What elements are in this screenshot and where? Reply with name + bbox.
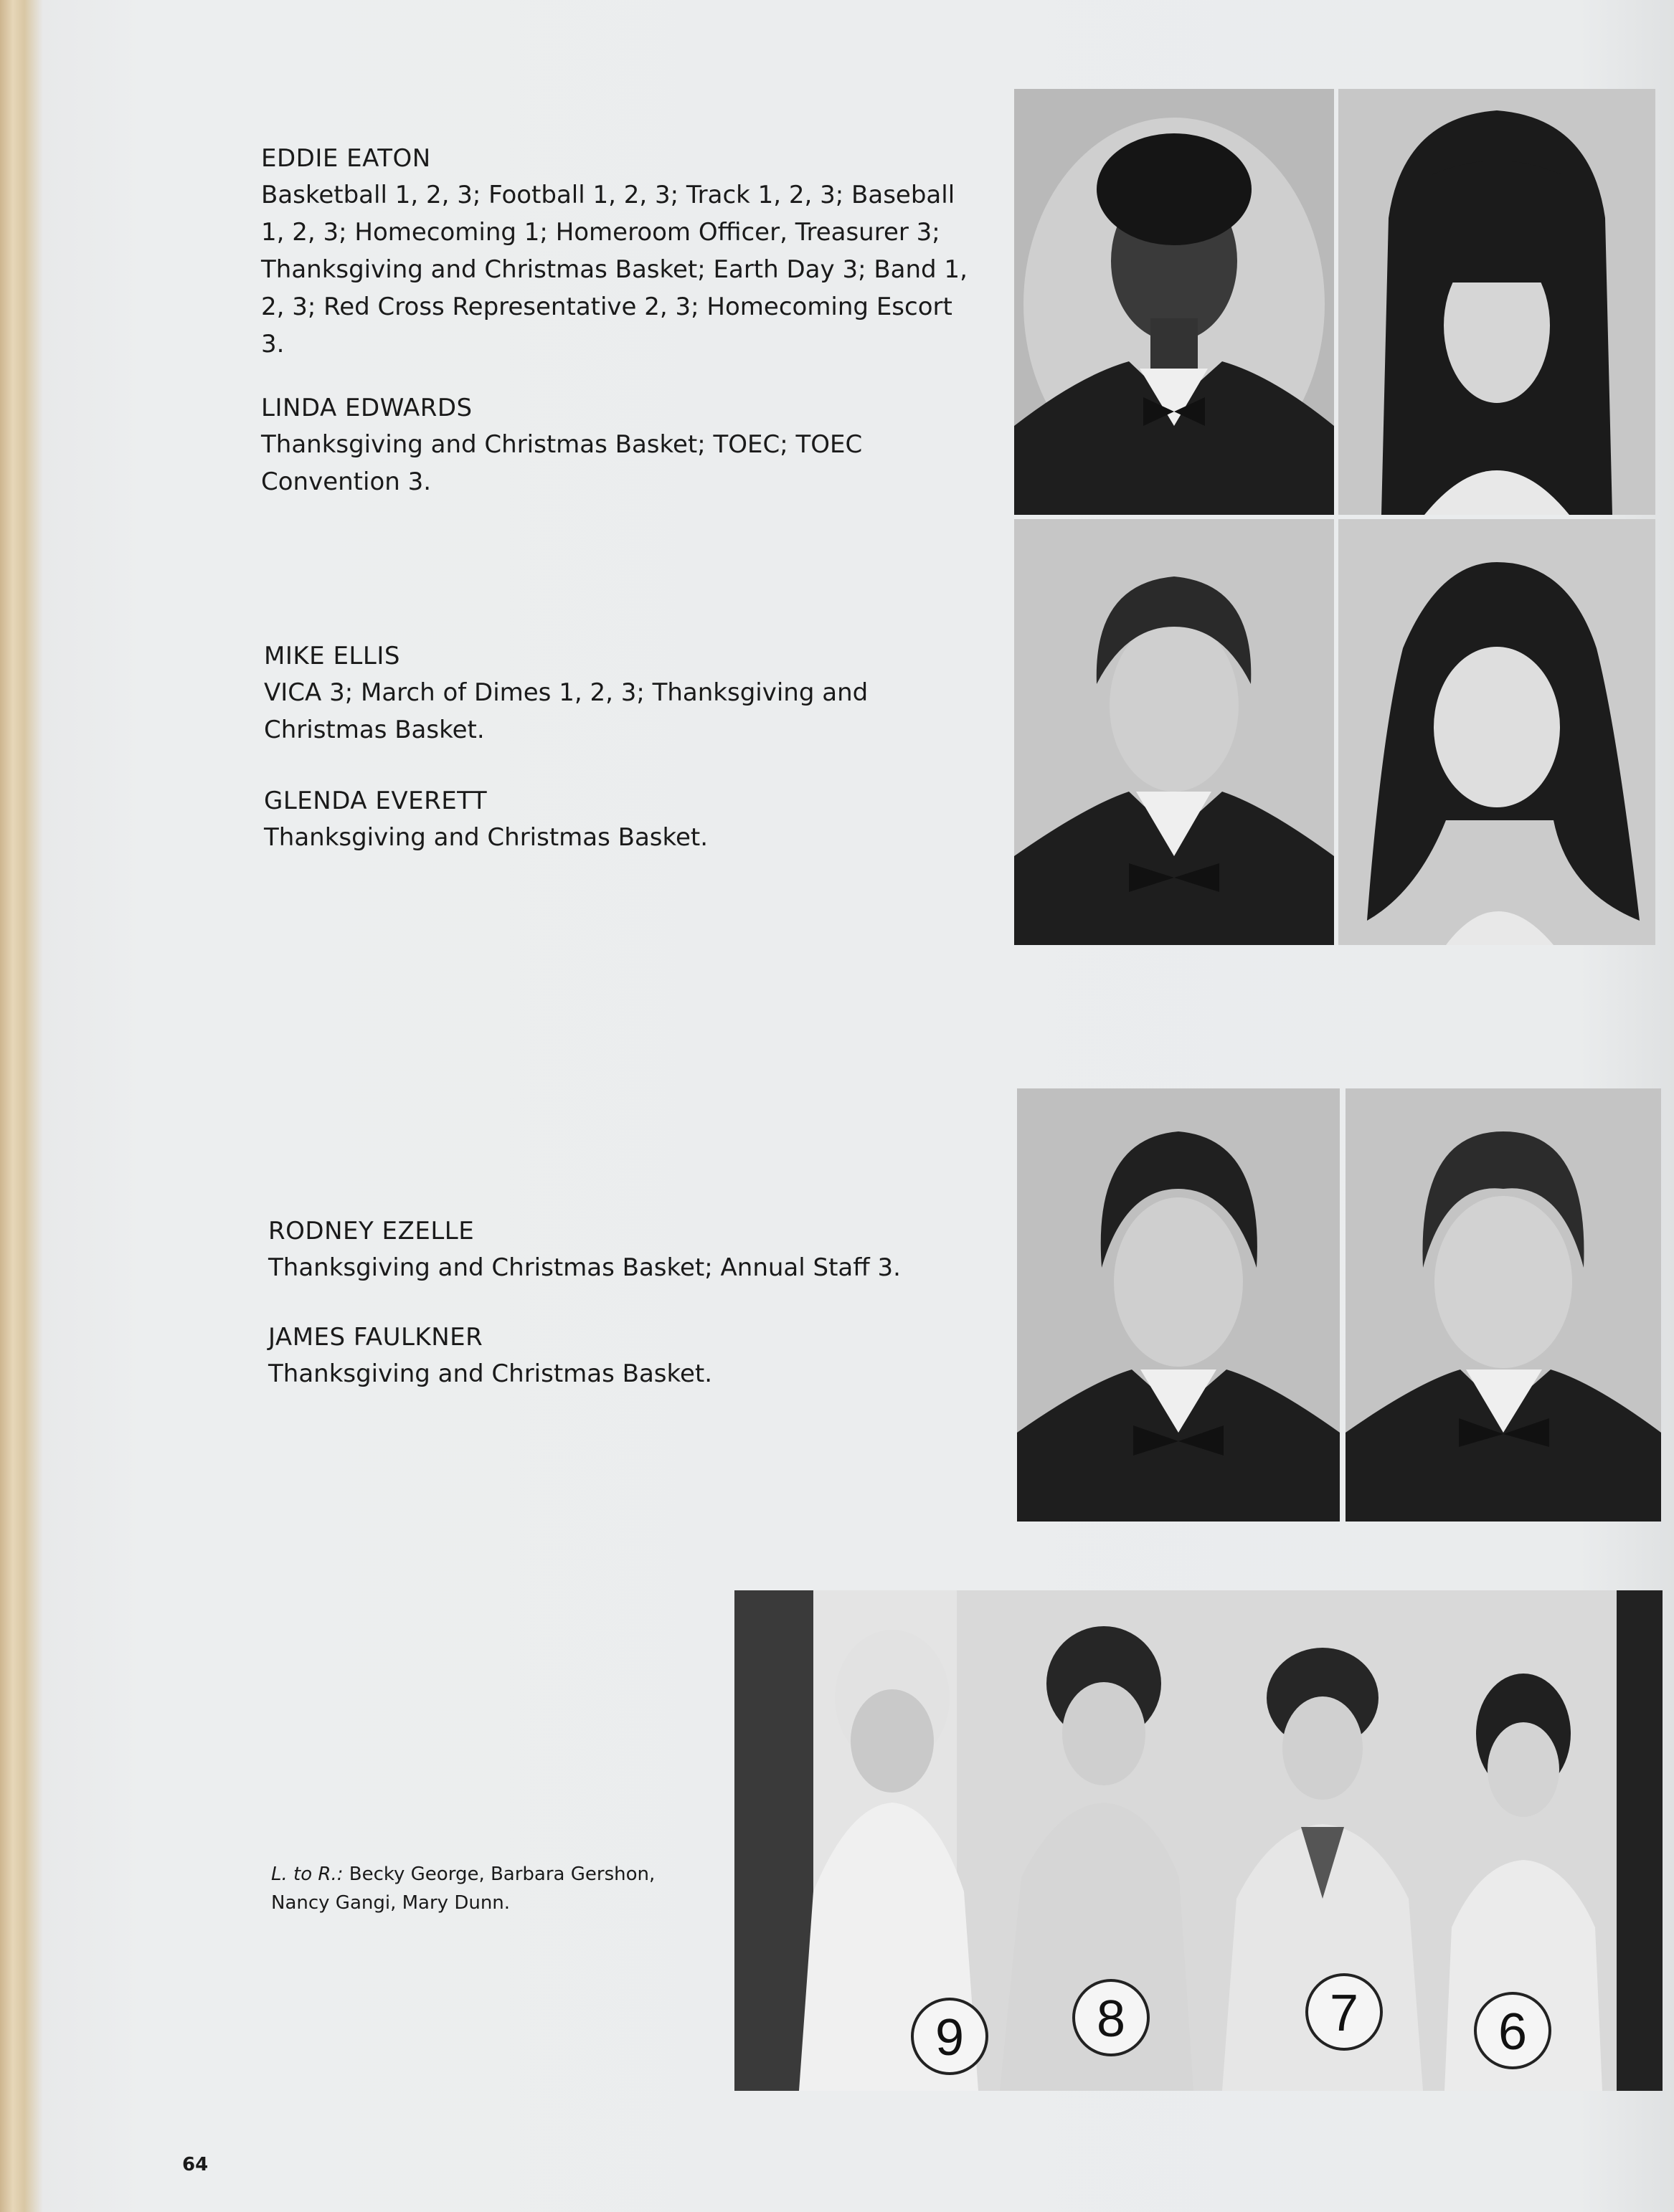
portrait-mike-ellis bbox=[1014, 519, 1334, 945]
number-placard bbox=[1475, 1993, 1550, 2068]
student-activities: Thanksgiving and Christmas Basket; TOEC; TOEC Convention 3. bbox=[261, 430, 863, 496]
student-activities: Basketball 1, 2, 3; Football 1, 2, 3; Track 1, 2, 3; Baseball 1, 2, 3; Homecoming 1; Homeroom Officer, Treasurer 3; Thanksgiving and Christmas Basket; Earth Day 3; Band 1, 2, 3; Red Cross Representative 2, 3; Homecoming Escort 3. bbox=[261, 181, 968, 359]
student-activities: Thanksgiving and Christmas Basket; Annual Staff 3. bbox=[268, 1253, 901, 1282]
student-name: JAMES FAULKNER bbox=[268, 1323, 483, 1352]
caption-names: Becky George, Barbara Gershon, Nancy Gangi, Mary Dunn. bbox=[271, 1864, 656, 1914]
placard-number: 6 bbox=[1498, 2003, 1528, 2061]
number-placard bbox=[912, 1999, 987, 2074]
placard-number: 7 bbox=[1329, 1985, 1359, 2042]
group-photo-caption bbox=[271, 1860, 716, 1917]
caption-prefix: L. to R.: bbox=[271, 1864, 344, 1885]
portrait-glenda-everett bbox=[1338, 519, 1655, 945]
entry-mike-ellis bbox=[264, 638, 981, 749]
portrait-rodney-ezelle bbox=[1017, 1088, 1340, 1522]
entry-rodney-ezelle bbox=[268, 1213, 985, 1286]
student-name: GLENDA EVERETT bbox=[264, 787, 488, 815]
portrait-james-faulkner bbox=[1346, 1088, 1661, 1522]
student-name: RODNEY EZELLE bbox=[268, 1217, 475, 1245]
portrait-eddie-eaton bbox=[1014, 89, 1334, 515]
number-placard bbox=[1307, 1975, 1381, 2049]
portrait-linda-edwards bbox=[1338, 89, 1655, 515]
entry-james-faulkner bbox=[268, 1319, 985, 1392]
student-name: MIKE ELLIS bbox=[264, 642, 400, 670]
student-name: LINDA EDWARDS bbox=[261, 394, 473, 422]
number-placard bbox=[1074, 1980, 1148, 2055]
entry-linda-edwards bbox=[261, 390, 978, 500]
entry-eddie-eaton bbox=[261, 141, 978, 363]
student-name: EDDIE EATON bbox=[261, 144, 431, 173]
entry-glenda-everett bbox=[264, 783, 981, 856]
student-activities: Thanksgiving and Christmas Basket. bbox=[268, 1359, 713, 1388]
placard-number: 8 bbox=[1096, 1990, 1126, 2048]
group-photo bbox=[734, 1590, 1663, 2091]
page-number: 64 bbox=[182, 2154, 209, 2175]
student-activities: VICA 3; March of Dimes 1, 2, 3; Thanksgiving and Christmas Basket. bbox=[264, 678, 869, 744]
placard-number: 9 bbox=[935, 2009, 965, 2066]
student-activities: Thanksgiving and Christmas Basket. bbox=[264, 823, 709, 852]
